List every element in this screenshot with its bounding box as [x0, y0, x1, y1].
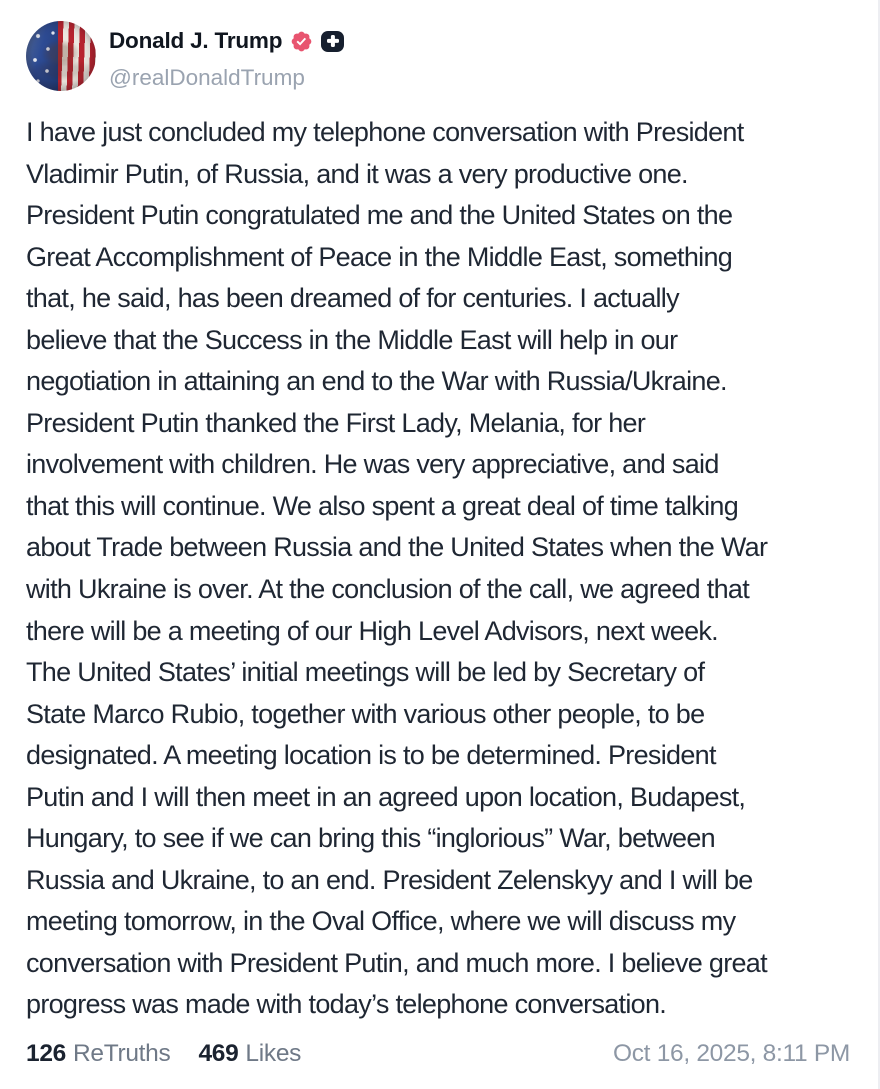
body-line: Hungary, to see if we can bring this “inglorious” War, between: [26, 823, 715, 854]
post-header: [26, 21, 344, 91]
body-line: involvement with children. He was very appreciative, and said: [26, 449, 719, 480]
header-text: [109, 21, 344, 91]
body-line: State Marco Rubio, together with various other people, to be: [26, 698, 705, 729]
body-line: The United States’ initial meetings will be led by Secretary of: [26, 657, 705, 688]
body-line: that, he said, has been dreamed of for centuries. I actually: [26, 283, 679, 314]
likes-stat[interactable]: [198, 1040, 301, 1068]
display-name[interactable]: Donald J. Trump: [109, 28, 283, 53]
avatar[interactable]: [26, 21, 96, 91]
body-line: with Ukraine is over. At the conclusion of the call, we agreed that: [26, 574, 750, 605]
stats-left: [26, 1040, 301, 1068]
body-line: I have just concluded my telephone conversation with President: [26, 117, 744, 147]
retruths-count: 126: [26, 1040, 66, 1067]
retruths-label: ReTruths: [72, 1040, 171, 1067]
body-line: there will be a meeting of our High Level Advisors, next week.: [26, 615, 718, 646]
user-handle[interactable]: @realDonaldTrump: [109, 65, 305, 90]
likes-count: 469: [198, 1040, 239, 1067]
stats-row: [26, 1040, 850, 1068]
body-line: President Putin congratulated me and the United States on the: [26, 200, 733, 231]
body-line: designated. A meeting location is to be determined. President: [26, 740, 716, 771]
body-line: meeting tomorrow, in the Oval Office, where we will discuss my: [26, 906, 736, 937]
body-line: conversation with President Putin, and much more. I believe great: [26, 947, 767, 978]
body-line: that this will continue. We also spent a great deal of time talking: [26, 490, 739, 521]
body-line: negotiation in attaining an end to the War with Russia/Ukraine.: [26, 366, 727, 397]
body-line: President Putin thanked the First Lady, Melania, for her: [26, 407, 646, 438]
avatar-shading: [26, 21, 96, 91]
name-row: [109, 26, 344, 56]
retruths-stat[interactable]: [26, 1040, 170, 1068]
body-line: progress was made with today’s telephone conversation.: [26, 989, 667, 1020]
post-body: [26, 112, 767, 1026]
likes-label: Likes: [245, 1040, 302, 1067]
truth-plus-icon: [321, 31, 344, 52]
body-line: Vladimir Putin, of Russia, and it was a very productive one.: [26, 158, 688, 189]
body-line: Russia and Ukraine, to an end. President Zelenskyy and I will be: [26, 864, 753, 895]
body-line: believe that the Success in the Middle East will help in our: [26, 324, 678, 355]
verified-badge-icon: [290, 30, 313, 53]
body-line: Putin and I will then meet in an agreed upon location, Budapest,: [26, 781, 746, 812]
body-line: about Trade between Russia and the United States when the War: [26, 532, 768, 563]
body-line: Great Accomplishment of Peace in the Middle East, something: [26, 241, 733, 272]
timestamp[interactable]: Oct 16, 2025, 8:11 PM: [612, 1040, 850, 1067]
